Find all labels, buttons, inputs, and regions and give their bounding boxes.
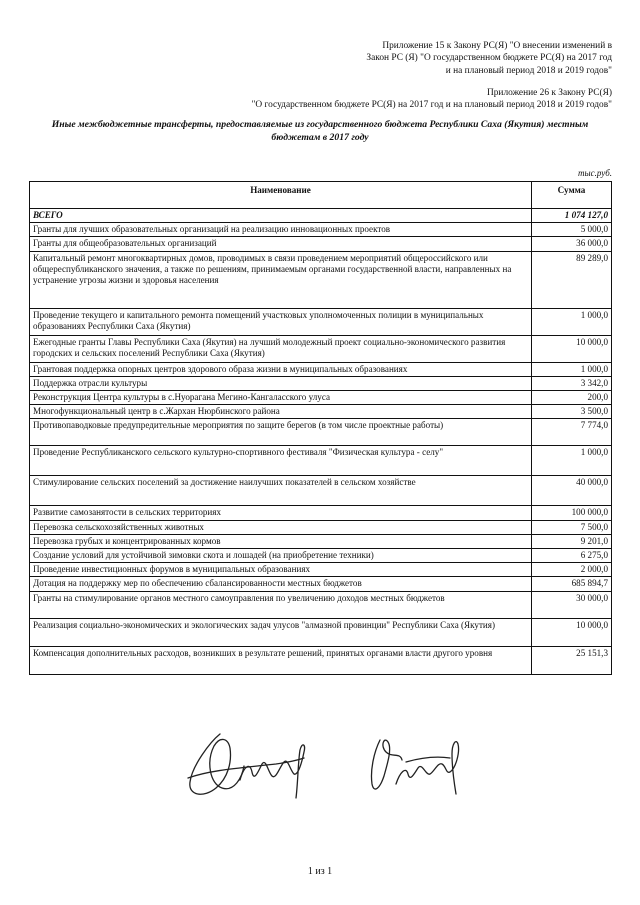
table-row — [30, 223, 612, 237]
row-sum: 1 000,0 — [532, 446, 612, 476]
row-name: Грантовая поддержка опорных центров здорового образа жизни в муниципальных образованиях — [30, 362, 532, 376]
row-name: Проведение инвестиционных форумов в муниципальных образованиях — [30, 563, 532, 577]
appendix-header-top-line3: и на плановый период 2018 и 2019 годов" — [445, 65, 612, 76]
row-sum: 5 000,0 — [532, 223, 612, 237]
units-label: тыс.руб. — [578, 168, 612, 178]
table-row — [30, 237, 612, 251]
table-row — [30, 618, 612, 646]
row-name: Создание условий для устойчивой зимовки скота и лошадей (на приобретение техники) — [30, 549, 532, 563]
table-row — [30, 419, 612, 446]
column-header-sum: Сумма — [532, 182, 612, 209]
table-row — [30, 476, 612, 506]
row-name: Стимулирование сельских поселений за достижение наилучших показателей в сельском хозяйстве — [30, 476, 532, 506]
row-name: Гранты для общеобразовательных организаций — [30, 237, 532, 251]
row-name: Проведение Республиканского сельского культурно-спортивного фестиваля "Физическая культура - селу" — [30, 446, 532, 476]
row-name: Ежегодные гранты Главы Республики Саха (Якутия) на лучший молодежный проект социально-экономического развития городских и сельских поселений Республики Саха (Якутия) — [30, 335, 532, 362]
table-row — [30, 506, 612, 520]
appendix-header-bottom-line2: "О государственном бюджете РС(Я) на 2017 год и на плановый период 2018 и 2019 годов" — [251, 100, 612, 111]
row-sum: 36 000,0 — [532, 237, 612, 251]
row-sum: 6 275,0 — [532, 549, 612, 563]
appendix-header-bottom-line1: Приложение 26 к Закону РС(Я) — [486, 88, 612, 98]
row-sum: 200,0 — [532, 391, 612, 405]
signatures — [180, 722, 480, 802]
row-sum: 89 289,0 — [532, 251, 612, 308]
page-number: 1 из 1 — [307, 866, 333, 877]
table-row — [30, 549, 612, 563]
total-label: ВСЕГО — [30, 209, 532, 223]
row-sum: 2 000,0 — [532, 563, 612, 577]
appendix-header-top-line1: Приложение 15 к Закону РС(Я) "О внесении изменений в — [382, 41, 612, 51]
column-header-name: Наименование — [30, 182, 532, 209]
table-row — [30, 376, 612, 390]
table-row — [30, 391, 612, 405]
row-sum: 685 894,7 — [532, 577, 612, 591]
row-name: Гранты для лучших образовательных организаций на реализацию инновационных проектов — [30, 223, 532, 237]
row-name: Перевозка грубых и концентрированных кормов — [30, 534, 532, 548]
row-name: Гранты на стимулирование органов местного самоуправления по увеличению доходов местных бюджетов — [30, 591, 532, 618]
row-sum: 40 000,0 — [532, 476, 612, 506]
row-name: Многофункциональный центр в с.Жархан Нюрбинского района — [30, 405, 532, 419]
row-sum: 3 500,0 — [532, 405, 612, 419]
row-sum: 25 151,3 — [532, 646, 612, 674]
appendix-header-top-line2: Закон РС (Я) "О государственном бюджете РС(Я) на 2017 год — [366, 53, 612, 64]
signature-right — [371, 740, 458, 794]
row-name: Компенсация дополнительных расходов, возникших в результате решений, принятых органами власти другого уровня — [30, 646, 532, 674]
row-sum: 100 000,0 — [532, 506, 612, 520]
appendix-header-top — [366, 40, 612, 77]
signature-left — [188, 734, 305, 798]
row-sum: 1 000,0 — [532, 308, 612, 335]
transfers-table — [29, 181, 612, 675]
table-row — [30, 308, 612, 335]
row-name: Реализация социально-экономических и экологических задач улусов "алмазной провинции" Республики Саха (Якутия) — [30, 618, 532, 646]
document-title — [30, 118, 610, 144]
row-sum: 7 774,0 — [532, 419, 612, 446]
appendix-header-bottom — [252, 87, 612, 112]
table-row — [30, 563, 612, 577]
row-name: Реконструкция Центра культуры в с.Нуорагана Мегино-Кангаласского улуса — [30, 391, 532, 405]
total-row — [30, 209, 612, 223]
table-row — [30, 534, 612, 548]
document-title-line1: Иные межбюджетные трансферты, предоставляемые из государственного бюджета Республики Саха (Якутия) местным — [51, 119, 589, 130]
document-title-line2: бюджетам в 2017 году — [271, 132, 369, 143]
row-sum: 10 000,0 — [532, 618, 612, 646]
row-name: Капитальный ремонт многоквартирных домов, проводимых в связи проведением мероприятий общероссийского или общереспубликанского значения, а также по решениям, принимаемым органами государственной власти, направленных на устранение угрозы жизни и здоровья населения — [30, 251, 532, 308]
table-row — [30, 591, 612, 618]
row-sum: 7 500,0 — [532, 520, 612, 534]
row-name: Противопаводковые предупредительные мероприятия по защите берегов (в том числе проектные работы) — [30, 419, 532, 446]
row-name: Дотация на поддержку мер по обеспечению сбалансированности местных бюджетов — [30, 577, 532, 591]
table-row — [30, 251, 612, 308]
row-sum: 10 000,0 — [532, 335, 612, 362]
row-sum: 1 000,0 — [532, 362, 612, 376]
row-name: Перевозка сельскохозяйственных животных — [30, 520, 532, 534]
table-row — [30, 577, 612, 591]
table-row — [30, 362, 612, 376]
row-name: Поддержка отрасли культуры — [30, 376, 532, 390]
row-sum: 9 201,0 — [532, 534, 612, 548]
table-row — [30, 405, 612, 419]
table-row — [30, 335, 612, 362]
table-header-row — [30, 182, 612, 209]
row-sum: 30 000,0 — [532, 591, 612, 618]
row-name: Развитие самозанятости в сельских территориях — [30, 506, 532, 520]
row-sum: 3 342,0 — [532, 376, 612, 390]
table-row — [30, 520, 612, 534]
table-row — [30, 446, 612, 476]
row-name: Проведение текущего и капитального ремонта помещений участковых уполномоченных полиции в муниципальных образованиях Республики Саха (Якутия) — [30, 308, 532, 335]
total-sum: 1 074 127,0 — [532, 209, 612, 223]
table-row — [30, 646, 612, 674]
